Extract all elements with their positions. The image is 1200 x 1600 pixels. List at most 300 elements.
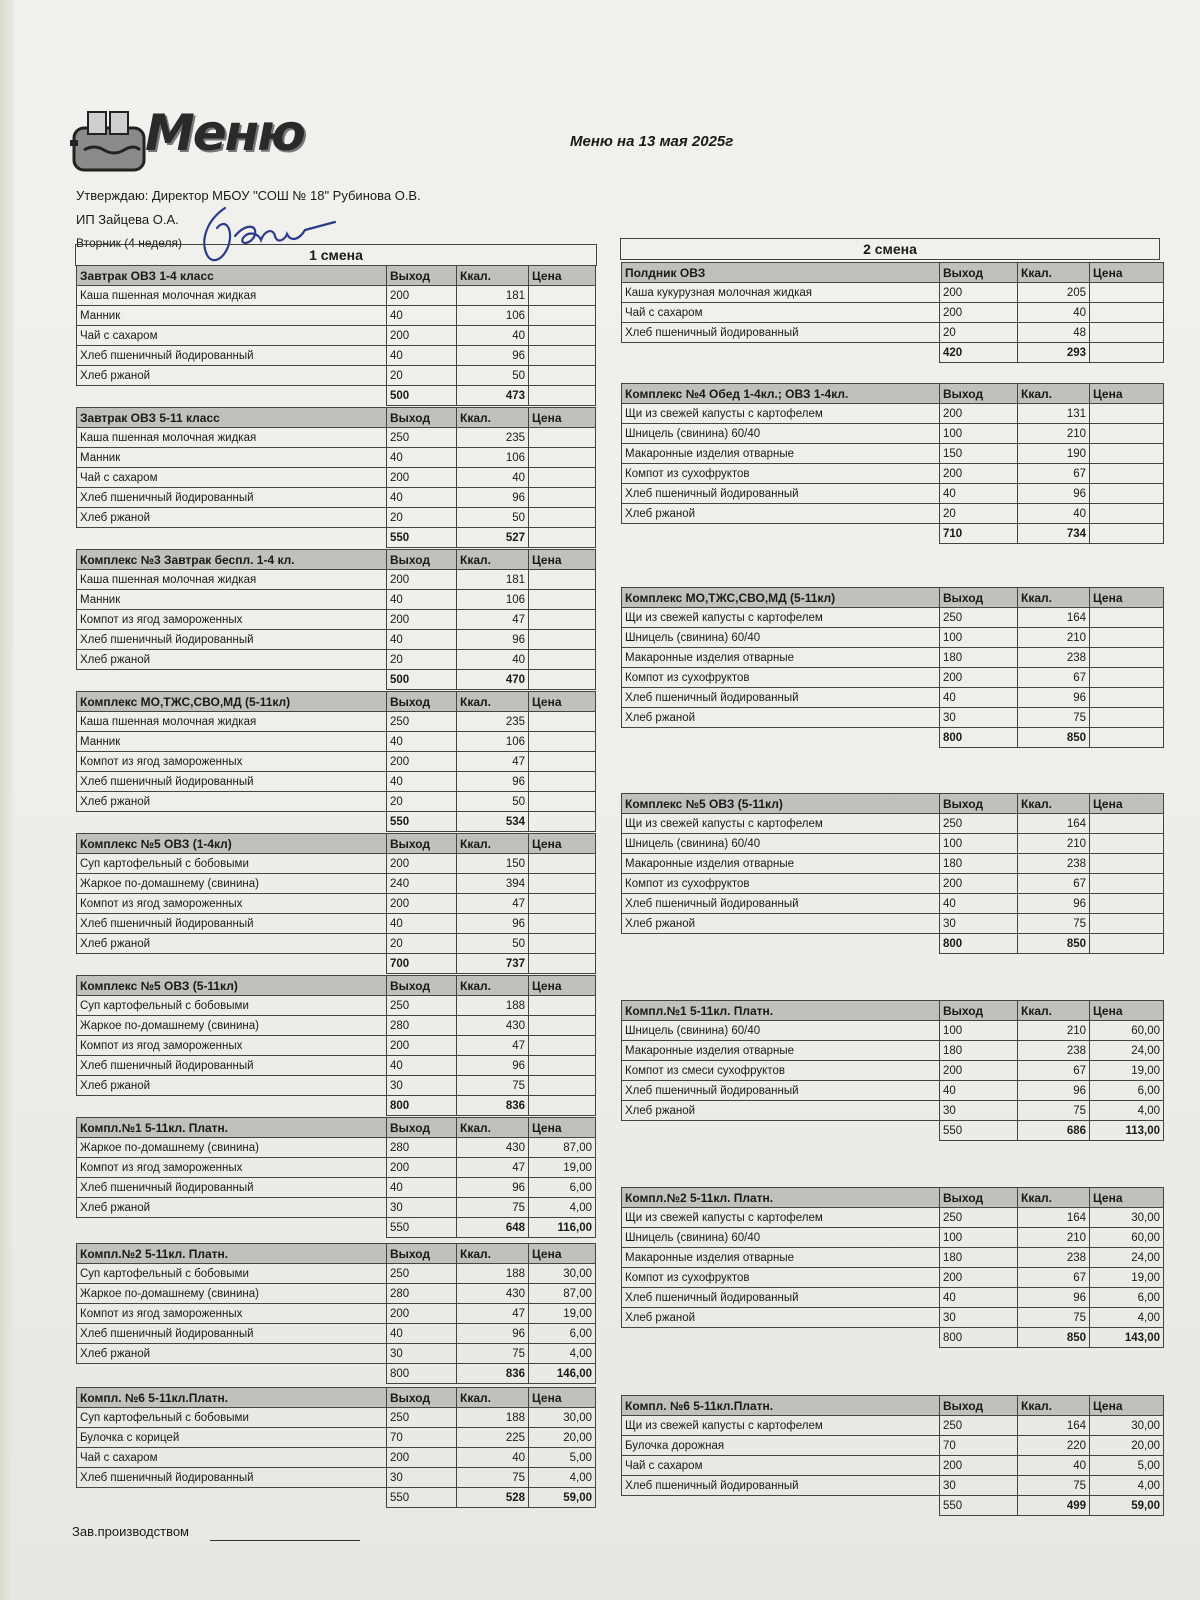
dish-name: Компот из ягод замороженных xyxy=(77,1158,387,1178)
table-row xyxy=(622,444,1164,464)
dish-name: Щи из свежей капусты с картофелем xyxy=(622,608,940,628)
dish-name: Каша пшенная молочная жидкая xyxy=(77,712,387,732)
dish-price xyxy=(529,306,596,326)
dish-name: Хлеб пшеничный йодированный xyxy=(77,1324,387,1344)
dish-price xyxy=(1090,834,1164,854)
dish-name: Жаркое по-домашнему (свинина) xyxy=(77,874,387,894)
dish-price: 24,00 xyxy=(1090,1041,1164,1061)
dish-name: Чай с сахаром xyxy=(77,468,387,488)
dish-out: 200 xyxy=(387,1158,457,1178)
dish-price xyxy=(1090,914,1164,934)
dish-name: Хлеб ржаной xyxy=(622,914,940,934)
dish-kcal: 67 xyxy=(1018,1061,1090,1081)
table-row xyxy=(622,1208,1164,1228)
dish-kcal: 47 xyxy=(457,894,529,914)
approve-line: Утверждаю: Директор МБОУ "СОШ № 18" Рубинова О.В. xyxy=(76,188,421,203)
dish-price xyxy=(529,914,596,934)
dish-price xyxy=(1090,444,1164,464)
dish-out: 250 xyxy=(387,1264,457,1284)
dish-kcal: 238 xyxy=(1018,648,1090,668)
dish-out: 70 xyxy=(940,1436,1018,1456)
dish-name: Хлеб ржаной xyxy=(77,792,387,812)
dish-out: 200 xyxy=(940,303,1018,323)
dish-out: 40 xyxy=(387,488,457,508)
total-spacer xyxy=(77,386,387,406)
dish-kcal: 47 xyxy=(457,1036,529,1056)
dish-price xyxy=(529,752,596,772)
dish-price xyxy=(529,732,596,752)
dish-name: Шницель (свинина) 60/40 xyxy=(622,628,940,648)
table-row xyxy=(622,668,1164,688)
dish-price: 20,00 xyxy=(1090,1436,1164,1456)
dish-kcal: 210 xyxy=(1018,424,1090,444)
dish-kcal: 210 xyxy=(1018,834,1090,854)
dish-name: Компот из сухофруктов xyxy=(622,874,940,894)
dish-kcal: 430 xyxy=(457,1138,529,1158)
dish-out: 40 xyxy=(387,306,457,326)
table-header-row xyxy=(622,1001,1164,1021)
column-out: Выход xyxy=(387,834,457,854)
total-price xyxy=(1090,728,1164,748)
total-kcal: 293 xyxy=(1018,343,1090,363)
dish-kcal: 47 xyxy=(457,1304,529,1324)
dish-kcal: 96 xyxy=(457,488,529,508)
total-kcal: 737 xyxy=(457,954,529,974)
dish-kcal: 67 xyxy=(1018,1268,1090,1288)
dish-name: Хлеб пшеничный йодированный xyxy=(77,488,387,508)
dish-kcal: 47 xyxy=(457,752,529,772)
dish-price: 30,00 xyxy=(529,1408,596,1428)
table-row xyxy=(622,628,1164,648)
column-out: Выход xyxy=(387,692,457,712)
dish-out: 200 xyxy=(387,610,457,630)
column-out: Выход xyxy=(940,1001,1018,1021)
table-header-row xyxy=(622,1188,1164,1208)
dish-out: 20 xyxy=(940,504,1018,524)
dish-out: 30 xyxy=(940,1308,1018,1328)
dish-kcal: 67 xyxy=(1018,668,1090,688)
table-header-row xyxy=(622,384,1164,404)
total-out: 800 xyxy=(387,1096,457,1116)
dish-kcal: 48 xyxy=(1018,323,1090,343)
table-row xyxy=(77,1408,596,1428)
dish-name: Хлеб ржаной xyxy=(77,1076,387,1096)
total-price: 59,00 xyxy=(1090,1496,1164,1516)
table-header-row xyxy=(77,1244,596,1264)
total-price xyxy=(529,954,596,974)
dish-out: 40 xyxy=(387,732,457,752)
table-row xyxy=(622,874,1164,894)
dish-out: 40 xyxy=(387,448,457,468)
table-row xyxy=(622,464,1164,484)
dish-out: 40 xyxy=(940,484,1018,504)
total-spacer xyxy=(622,728,940,748)
dish-kcal: 50 xyxy=(457,508,529,528)
total-kcal: 686 xyxy=(1018,1121,1090,1141)
dish-name: Макаронные изделия отварные xyxy=(622,1248,940,1268)
dish-out: 200 xyxy=(940,283,1018,303)
table-row xyxy=(77,570,596,590)
dish-price xyxy=(1090,708,1164,728)
table-row xyxy=(77,934,596,954)
column-kcal: Ккал. xyxy=(1018,1001,1090,1021)
dish-price xyxy=(529,996,596,1016)
dish-name: Компот из смеси сухофруктов xyxy=(622,1061,940,1081)
dish-price xyxy=(529,508,596,528)
dish-name: Хлеб ржаной xyxy=(77,1198,387,1218)
table-row xyxy=(77,1324,596,1344)
dish-kcal: 181 xyxy=(457,570,529,590)
table-row xyxy=(77,1468,596,1488)
table-row xyxy=(622,1476,1164,1496)
table-row xyxy=(77,630,596,650)
dish-name: Хлеб пшеничный йодированный xyxy=(622,688,940,708)
dish-kcal: 164 xyxy=(1018,1208,1090,1228)
column-kcal: Ккал. xyxy=(1018,263,1090,283)
column-kcal: Ккал. xyxy=(1018,794,1090,814)
column-out: Выход xyxy=(387,1244,457,1264)
total-kcal: 648 xyxy=(457,1218,529,1238)
dish-out: 200 xyxy=(940,1061,1018,1081)
dish-out: 200 xyxy=(940,1456,1018,1476)
dish-name: Чай с сахаром xyxy=(77,326,387,346)
dish-kcal: 50 xyxy=(457,934,529,954)
dish-price xyxy=(1090,874,1164,894)
dish-out: 30 xyxy=(940,1476,1018,1496)
total-out: 550 xyxy=(387,812,457,832)
dish-kcal: 40 xyxy=(1018,1456,1090,1476)
table-row xyxy=(77,326,596,346)
dish-out: 240 xyxy=(387,874,457,894)
total-price xyxy=(529,670,596,690)
table-row xyxy=(77,1448,596,1468)
dish-kcal: 96 xyxy=(457,1178,529,1198)
table-row xyxy=(77,468,596,488)
dish-name: Каша пшенная молочная жидкая xyxy=(77,570,387,590)
dish-name: Манник xyxy=(77,590,387,610)
total-spacer xyxy=(622,934,940,954)
table-row xyxy=(622,834,1164,854)
dish-kcal: 188 xyxy=(457,996,529,1016)
total-spacer xyxy=(77,1096,387,1116)
column-price: Цена xyxy=(1090,384,1164,404)
column-out: Выход xyxy=(387,1388,457,1408)
dish-name: Хлеб пшеничный йодированный xyxy=(622,894,940,914)
dish-price xyxy=(529,286,596,306)
dish-kcal: 210 xyxy=(1018,628,1090,648)
dish-name: Компот из сухофруктов xyxy=(622,464,940,484)
dish-kcal: 235 xyxy=(457,712,529,732)
dish-out: 100 xyxy=(940,1021,1018,1041)
total-out: 550 xyxy=(387,1488,457,1508)
dish-price: 60,00 xyxy=(1090,1021,1164,1041)
dish-price xyxy=(1090,608,1164,628)
column-kcal: Ккал. xyxy=(457,266,529,286)
column-price: Цена xyxy=(529,1388,596,1408)
table-row xyxy=(77,752,596,772)
dish-price xyxy=(1090,323,1164,343)
table-title: Полдник ОВЗ xyxy=(622,263,940,283)
dish-price xyxy=(1090,894,1164,914)
column-price: Цена xyxy=(1090,588,1164,608)
total-row xyxy=(77,812,596,832)
total-price: 116,00 xyxy=(529,1218,596,1238)
dish-name: Компот из сухофруктов xyxy=(622,668,940,688)
dish-name: Булочка с корицей xyxy=(77,1428,387,1448)
table-row xyxy=(622,1416,1164,1436)
dish-out: 40 xyxy=(387,630,457,650)
dish-name: Жаркое по-домашнему (свинина) xyxy=(77,1284,387,1304)
table-row xyxy=(77,448,596,468)
column-price: Цена xyxy=(529,408,596,428)
dish-kcal: 131 xyxy=(1018,404,1090,424)
column-kcal: Ккал. xyxy=(457,834,529,854)
dish-out: 200 xyxy=(387,570,457,590)
dish-kcal: 220 xyxy=(1018,1436,1090,1456)
dish-kcal: 75 xyxy=(1018,708,1090,728)
table-row xyxy=(77,996,596,1016)
dish-name: Хлеб пшеничный йодированный xyxy=(622,1476,940,1496)
dish-price xyxy=(1090,424,1164,444)
dish-out: 30 xyxy=(387,1198,457,1218)
table-row xyxy=(77,1198,596,1218)
dish-price: 19,00 xyxy=(529,1304,596,1324)
dish-price xyxy=(1090,648,1164,668)
total-row xyxy=(622,1328,1164,1348)
table-header-row xyxy=(622,794,1164,814)
dish-out: 200 xyxy=(387,1304,457,1324)
table-title: Комплекс МО,ТЖС,СВО,МД (5-11кл) xyxy=(77,692,387,712)
dish-price: 4,00 xyxy=(1090,1308,1164,1328)
dish-name: Хлеб ржаной xyxy=(77,508,387,528)
dish-name: Булочка дорожная xyxy=(622,1436,940,1456)
total-kcal: 527 xyxy=(457,528,529,548)
dish-out: 200 xyxy=(387,752,457,772)
menu-table xyxy=(76,549,596,690)
toaster-icon xyxy=(70,100,150,180)
column-kcal: Ккал. xyxy=(1018,1188,1090,1208)
column-kcal: Ккал. xyxy=(457,976,529,996)
menu-table xyxy=(76,1387,596,1508)
column-price: Цена xyxy=(1090,1001,1164,1021)
menu-table xyxy=(76,407,596,548)
table-row xyxy=(77,1178,596,1198)
dish-out: 40 xyxy=(387,346,457,366)
dish-out: 280 xyxy=(387,1016,457,1036)
dish-price: 30,00 xyxy=(529,1264,596,1284)
dish-price xyxy=(529,630,596,650)
dish-name: Щи из свежей капусты с картофелем xyxy=(622,814,940,834)
table-title: Комплекс МО,ТЖС,СВО,МД (5-11кл) xyxy=(622,588,940,608)
table-row xyxy=(622,1288,1164,1308)
dish-kcal: 96 xyxy=(457,1056,529,1076)
dish-name: Макаронные изделия отварные xyxy=(622,1041,940,1061)
dish-kcal: 430 xyxy=(457,1284,529,1304)
column-price: Цена xyxy=(1090,263,1164,283)
total-kcal: 850 xyxy=(1018,1328,1090,1348)
dish-out: 250 xyxy=(387,996,457,1016)
footer-label: Зав.производством xyxy=(72,1524,189,1539)
total-kcal: 734 xyxy=(1018,524,1090,544)
table-row xyxy=(77,650,596,670)
dish-name: Шницель (свинина) 60/40 xyxy=(622,1021,940,1041)
dish-kcal: 47 xyxy=(457,610,529,630)
dish-price xyxy=(529,874,596,894)
dish-price: 87,00 xyxy=(529,1284,596,1304)
dish-out: 30 xyxy=(940,1101,1018,1121)
total-row xyxy=(77,386,596,406)
dish-price: 4,00 xyxy=(529,1468,596,1488)
total-out: 710 xyxy=(940,524,1018,544)
dish-price xyxy=(529,326,596,346)
dish-out: 250 xyxy=(940,814,1018,834)
shift-1-header: 1 смена xyxy=(75,244,597,266)
dish-out: 250 xyxy=(387,712,457,732)
dish-price: 4,00 xyxy=(529,1344,596,1364)
dish-price: 19,00 xyxy=(529,1158,596,1178)
total-out: 550 xyxy=(940,1496,1018,1516)
dish-name: Хлеб пшеничный йодированный xyxy=(77,914,387,934)
dish-name: Компот из ягод замороженных xyxy=(77,1036,387,1056)
dish-kcal: 40 xyxy=(1018,303,1090,323)
dish-price: 19,00 xyxy=(1090,1061,1164,1081)
dish-price xyxy=(1090,283,1164,303)
total-kcal: 836 xyxy=(457,1364,529,1384)
dish-out: 200 xyxy=(387,1448,457,1468)
dish-name: Хлеб пшеничный йодированный xyxy=(77,346,387,366)
menu-table xyxy=(621,262,1164,363)
dish-name: Каша пшенная молочная жидкая xyxy=(77,428,387,448)
dish-out: 180 xyxy=(940,648,1018,668)
total-row xyxy=(77,1488,596,1508)
dish-price xyxy=(529,792,596,812)
table-row xyxy=(622,1021,1164,1041)
dish-name: Суп картофельный с бобовыми xyxy=(77,996,387,1016)
dish-price: 4,00 xyxy=(529,1198,596,1218)
column-price: Цена xyxy=(1090,1396,1164,1416)
dish-name: Каша кукурузная молочная жидкая xyxy=(622,283,940,303)
dish-price xyxy=(529,894,596,914)
dish-name: Хлеб ржаной xyxy=(77,934,387,954)
dish-price xyxy=(529,428,596,448)
table-header-row xyxy=(77,976,596,996)
total-row xyxy=(77,670,596,690)
column-kcal: Ккал. xyxy=(1018,384,1090,404)
total-kcal: 470 xyxy=(457,670,529,690)
dish-price: 6,00 xyxy=(529,1178,596,1198)
menu-table xyxy=(76,975,596,1116)
dish-price: 60,00 xyxy=(1090,1228,1164,1248)
total-row xyxy=(622,1121,1164,1141)
total-kcal: 850 xyxy=(1018,934,1090,954)
column-kcal: Ккал. xyxy=(457,1388,529,1408)
dish-price xyxy=(529,1056,596,1076)
dish-out: 200 xyxy=(940,404,1018,424)
dish-name: Компот из ягод замороженных xyxy=(77,894,387,914)
total-kcal: 836 xyxy=(457,1096,529,1116)
total-price: 113,00 xyxy=(1090,1121,1164,1141)
table-title: Завтрак ОВЗ 1-4 класс xyxy=(77,266,387,286)
total-spacer xyxy=(77,670,387,690)
column-price: Цена xyxy=(1090,794,1164,814)
table-row xyxy=(77,874,596,894)
table-row xyxy=(622,1456,1164,1476)
table-title: Компл. №6 5-11кл.Платн. xyxy=(77,1388,387,1408)
menu-table xyxy=(76,1243,596,1384)
table-row xyxy=(77,914,596,934)
dish-price xyxy=(1090,464,1164,484)
table-title: Компл.№2 5-11кл. Платн. xyxy=(77,1244,387,1264)
table-row xyxy=(622,283,1164,303)
dish-name: Шницель (свинина) 60/40 xyxy=(622,1228,940,1248)
dish-out: 200 xyxy=(940,464,1018,484)
table-row xyxy=(77,1304,596,1324)
dish-name: Хлеб ржаной xyxy=(77,650,387,670)
dish-out: 200 xyxy=(940,1268,1018,1288)
dish-kcal: 67 xyxy=(1018,464,1090,484)
dish-out: 250 xyxy=(387,1408,457,1428)
dish-kcal: 238 xyxy=(1018,854,1090,874)
dish-kcal: 106 xyxy=(457,590,529,610)
dish-kcal: 181 xyxy=(457,286,529,306)
dish-out: 30 xyxy=(940,708,1018,728)
total-spacer xyxy=(622,1121,940,1141)
dish-price xyxy=(529,650,596,670)
table-row xyxy=(77,428,596,448)
dish-price: 20,00 xyxy=(529,1428,596,1448)
total-row xyxy=(77,1218,596,1238)
dish-name: Компот из ягод замороженных xyxy=(77,752,387,772)
dish-name: Щи из свежей капусты с картофелем xyxy=(622,1416,940,1436)
dish-out: 40 xyxy=(387,1178,457,1198)
column-price: Цена xyxy=(529,976,596,996)
dish-out: 200 xyxy=(387,326,457,346)
menu-logo xyxy=(70,100,304,190)
dish-out: 70 xyxy=(387,1428,457,1448)
total-spacer xyxy=(77,1218,387,1238)
table-title: Комплекс №4 Обед 1-4кл.; ОВЗ 1-4кл. xyxy=(622,384,940,404)
total-kcal: 850 xyxy=(1018,728,1090,748)
total-spacer xyxy=(622,524,940,544)
dish-name: Хлеб ржаной xyxy=(622,1101,940,1121)
dish-name: Манник xyxy=(77,732,387,752)
total-out: 420 xyxy=(940,343,1018,363)
dish-out: 180 xyxy=(940,1041,1018,1061)
dish-price: 19,00 xyxy=(1090,1268,1164,1288)
total-out: 550 xyxy=(387,1218,457,1238)
dish-name: Компот из сухофруктов xyxy=(622,1268,940,1288)
column-kcal: Ккал. xyxy=(457,692,529,712)
dish-price xyxy=(529,854,596,874)
table-row xyxy=(77,792,596,812)
dish-name: Хлеб пшеничный йодированный xyxy=(622,1081,940,1101)
column-price: Цена xyxy=(529,266,596,286)
dish-kcal: 150 xyxy=(457,854,529,874)
total-price xyxy=(1090,524,1164,544)
dish-out: 200 xyxy=(387,286,457,306)
dish-kcal: 164 xyxy=(1018,814,1090,834)
dish-out: 40 xyxy=(387,914,457,934)
dish-out: 150 xyxy=(940,444,1018,464)
menu-table xyxy=(621,1000,1164,1141)
dish-name: Чай с сахаром xyxy=(622,1456,940,1476)
dish-price xyxy=(529,1036,596,1056)
dish-name: Хлеб пшеничный йодированный xyxy=(622,484,940,504)
table-row xyxy=(622,1308,1164,1328)
table-row xyxy=(622,708,1164,728)
dish-kcal: 75 xyxy=(457,1198,529,1218)
dish-name: Шницель (свинина) 60/40 xyxy=(622,424,940,444)
